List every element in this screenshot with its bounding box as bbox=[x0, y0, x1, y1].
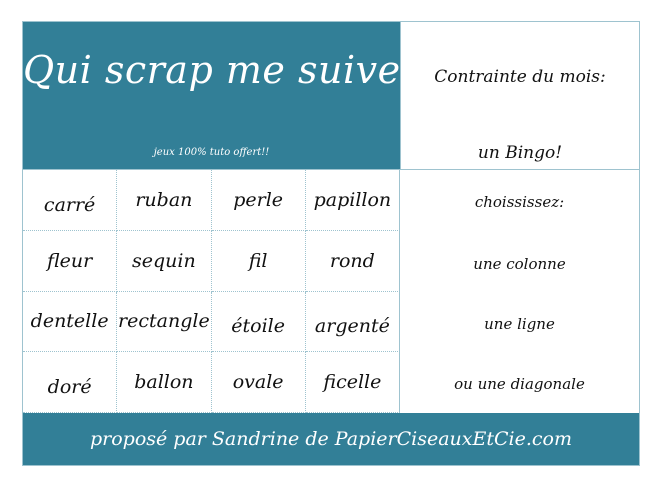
bingo-cell: ficelle bbox=[306, 352, 400, 413]
footer-credit: proposé par Sandrine de PapierCiseauxEtCie.com bbox=[89, 428, 572, 450]
rules-panel bbox=[400, 169, 639, 413]
bingo-cell: rectangle bbox=[117, 292, 211, 353]
bingo-cell: dentelle bbox=[23, 292, 117, 353]
bingo-cell: rond bbox=[306, 231, 400, 292]
bingo-cell: sequin bbox=[117, 231, 211, 292]
rule-item: une colonne bbox=[473, 255, 566, 273]
bingo-cell: argenté bbox=[306, 292, 400, 353]
bingo-cell: ballon bbox=[117, 352, 211, 413]
constraint-label: Contrainte du mois: bbox=[434, 67, 606, 87]
bingo-cell: carré bbox=[23, 170, 117, 231]
bingo-cell: ruban bbox=[117, 170, 211, 231]
bingo-grid bbox=[23, 169, 400, 413]
bingo-cell: fil bbox=[212, 231, 306, 292]
footer-banner bbox=[23, 413, 639, 465]
page-title: Qui scrap me suive bbox=[23, 48, 401, 92]
rule-item: une ligne bbox=[484, 315, 555, 333]
bingo-card bbox=[22, 21, 640, 466]
header-banner bbox=[23, 22, 400, 169]
page-subtitle: jeux 100% tuto offert!! bbox=[153, 147, 270, 158]
bingo-cell: étoile bbox=[212, 292, 306, 353]
bingo-cell: doré bbox=[23, 352, 117, 413]
rule-item: ou une diagonale bbox=[454, 375, 585, 393]
bingo-cell: perle bbox=[212, 170, 306, 231]
bingo-cell: ovale bbox=[212, 352, 306, 413]
bingo-cell: fleur bbox=[23, 231, 117, 292]
constraint-value: un Bingo! bbox=[477, 143, 563, 163]
bingo-cell: papillon bbox=[306, 170, 400, 231]
constraint-panel bbox=[400, 22, 639, 169]
rules-intro: choississez: bbox=[474, 193, 565, 211]
